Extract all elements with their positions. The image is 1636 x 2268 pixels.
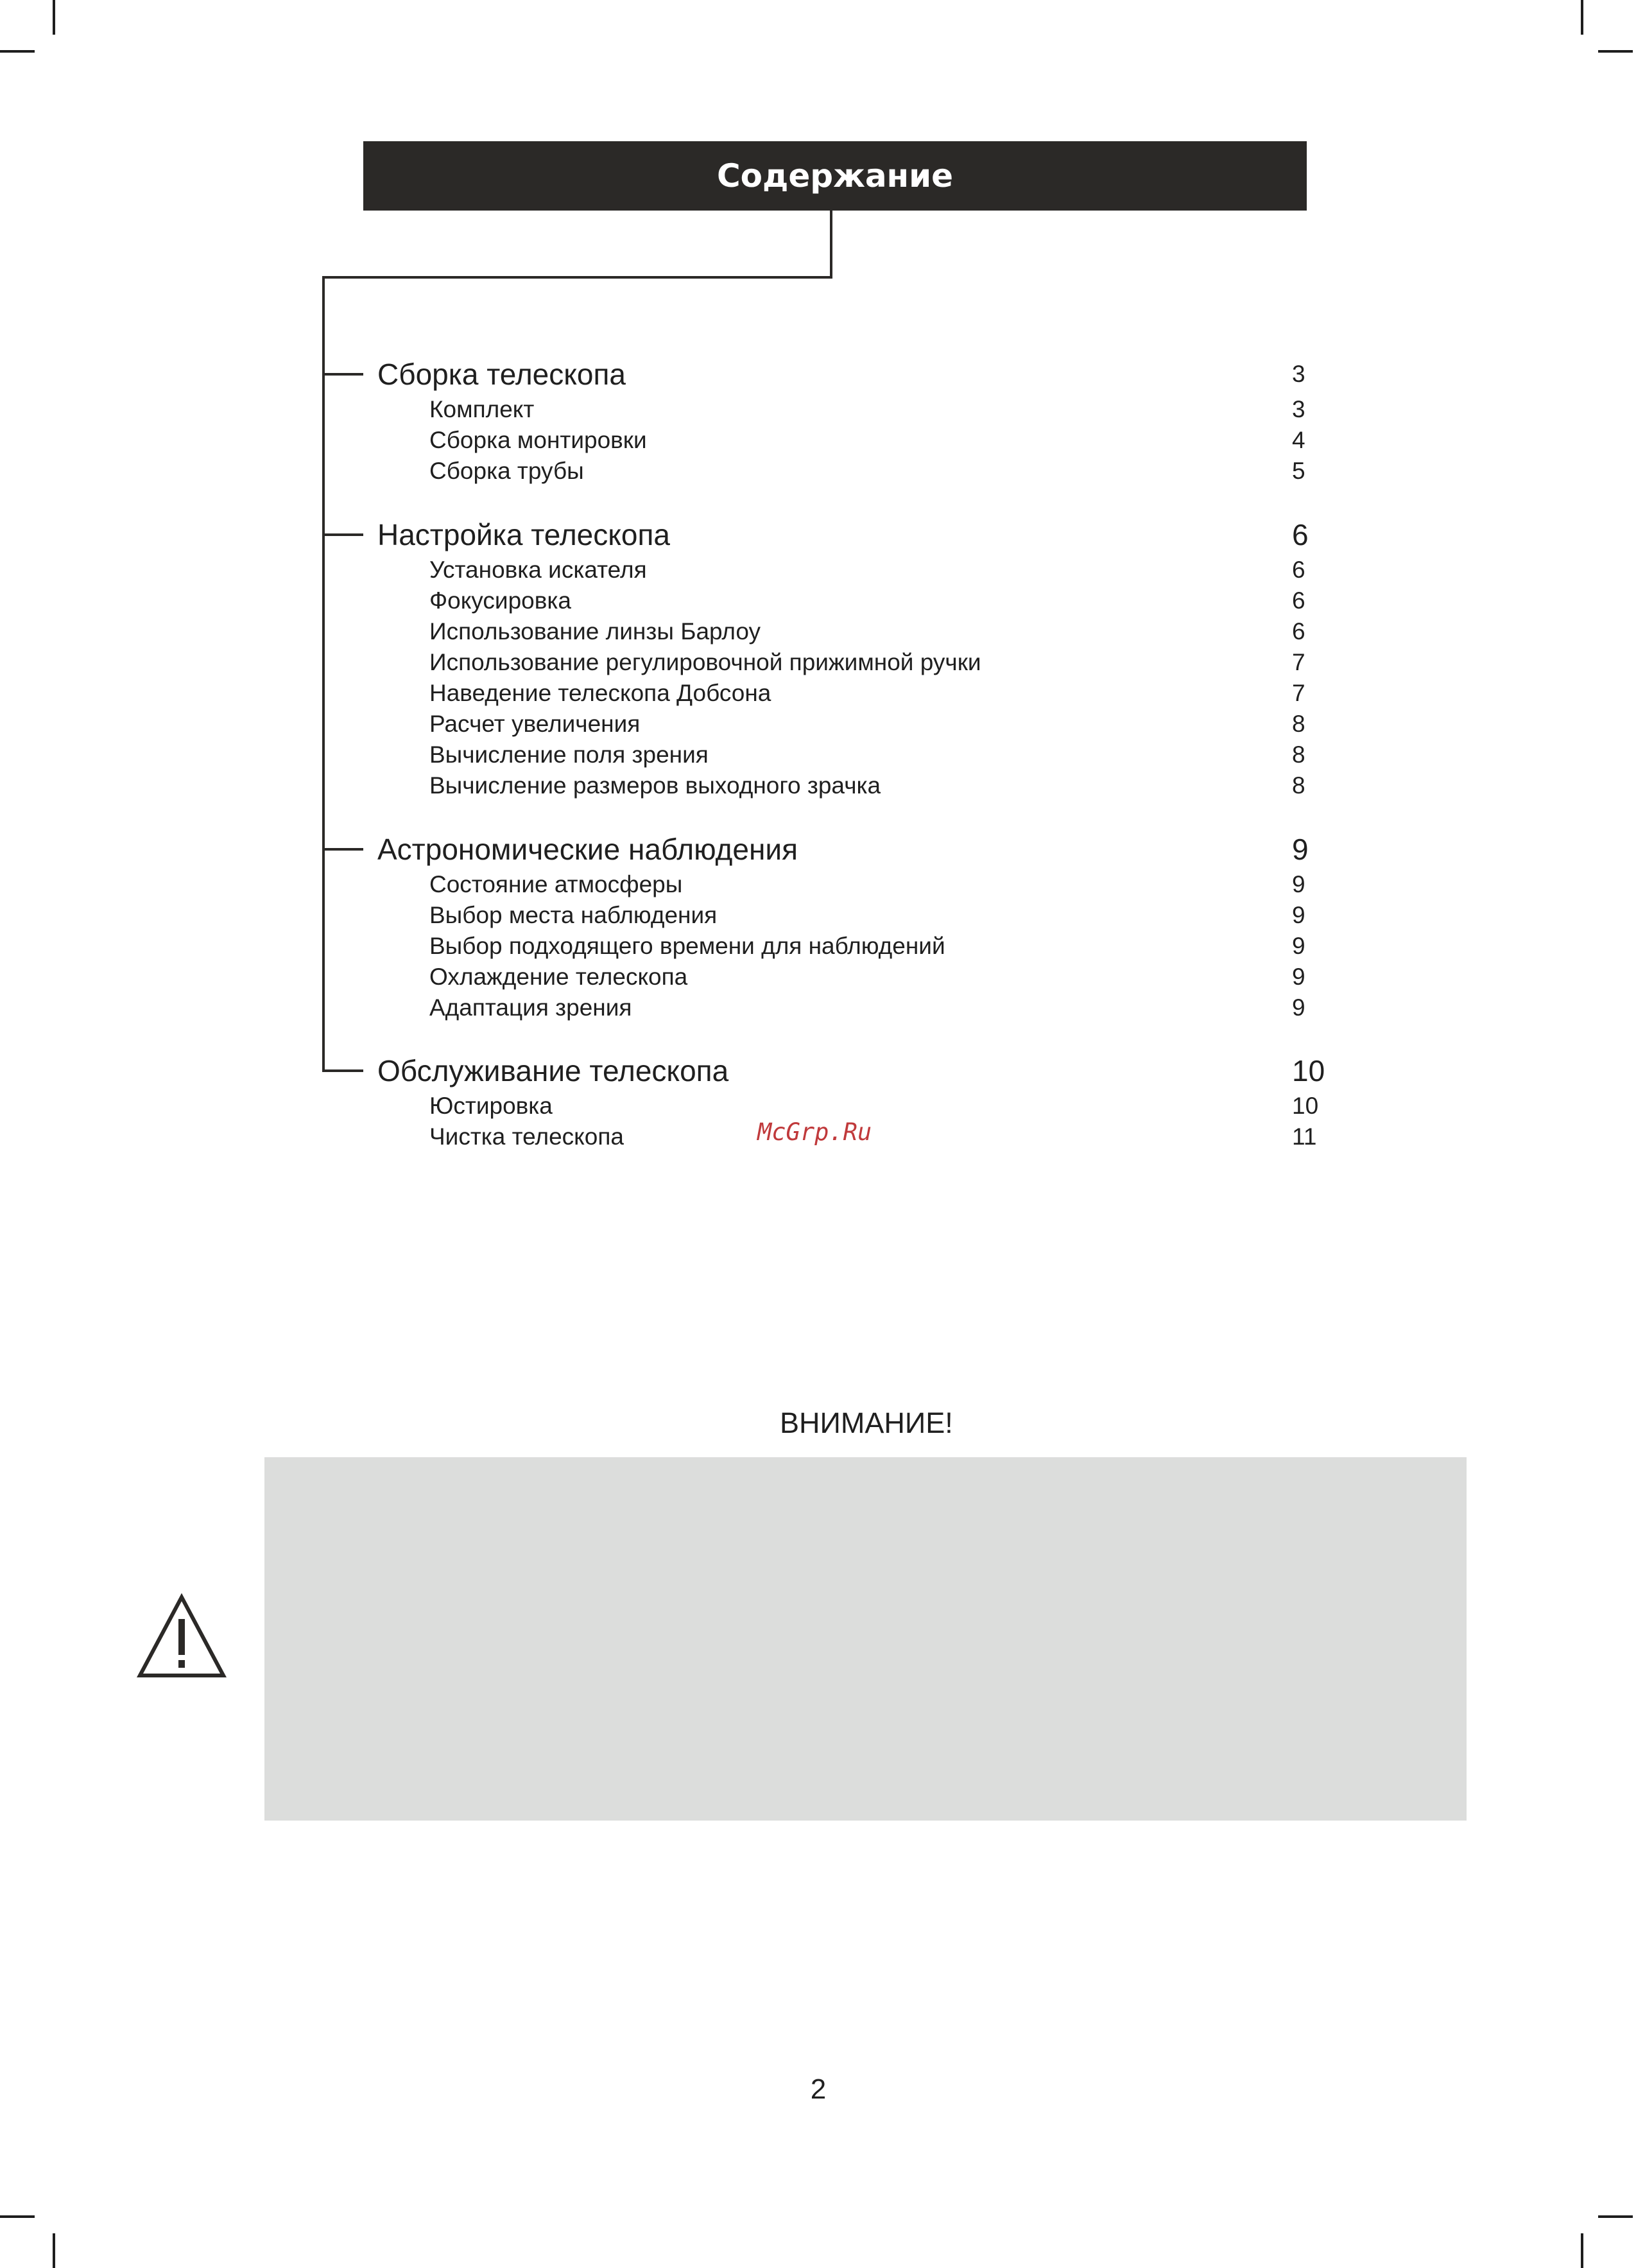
warning-box — [264, 1457, 1467, 1821]
attention-heading: ВНИМАНИЕ! — [780, 1407, 953, 1439]
toc-page-number: 6 — [1292, 618, 1305, 645]
toc-page-number: 6 — [1292, 557, 1305, 583]
toc-page-number: 9 — [1292, 871, 1305, 897]
tree-branch-line — [322, 373, 363, 376]
toc-item[interactable]: Расчет увеличения — [429, 711, 641, 737]
toc-item[interactable]: Установка искателя — [429, 557, 647, 583]
crop-mark — [1598, 2215, 1633, 2218]
watermark: McGrp.Ru — [757, 1118, 872, 1146]
toc-item[interactable]: Наведение телескопа Добсона — [429, 680, 771, 706]
toc-page-number: 6 — [1292, 587, 1305, 614]
toc-page-number: 8 — [1292, 711, 1305, 737]
toc-page-number: 8 — [1292, 741, 1305, 768]
toc-page-number: 3 — [1292, 396, 1305, 422]
toc-section-title[interactable]: Астрономические наблюдения — [377, 833, 798, 866]
toc-page-number: 7 — [1292, 680, 1305, 706]
toc-item[interactable]: Выбор места наблюдения — [429, 902, 718, 928]
toc-page-number: 9 — [1292, 902, 1305, 928]
toc-item[interactable]: Юстировка — [429, 1093, 553, 1119]
toc-page-number: 9 — [1292, 833, 1309, 866]
page-number: 2 — [810, 2073, 827, 2105]
page-title: Содержание — [363, 141, 1307, 211]
toc-page-number: 3 — [1292, 361, 1305, 387]
toc-page-number: 9 — [1292, 964, 1305, 990]
toc-item[interactable]: Выбор подходящего времени для наблюдений — [429, 933, 945, 959]
toc-page-number: 7 — [1292, 649, 1305, 675]
toc-item[interactable]: Сборка монтировки — [429, 427, 647, 453]
toc-item[interactable]: Использование линзы Барлоу — [429, 618, 761, 645]
tree-branch-line — [322, 533, 363, 536]
crop-mark — [1581, 0, 1583, 35]
toc-page-number: 10 — [1292, 1054, 1325, 1087]
toc-item[interactable]: Состояние атмосферы — [429, 871, 683, 897]
toc-section-title[interactable]: Обслуживание телескопа — [377, 1054, 729, 1087]
crop-mark — [1598, 50, 1633, 53]
toc-item[interactable]: Использование регулировочной прижимной ручки — [429, 649, 981, 675]
crop-mark — [53, 2233, 55, 2268]
toc-page-number: 9 — [1292, 933, 1305, 959]
toc-item[interactable]: Адаптация зрения — [429, 994, 632, 1021]
toc-page-number: 6 — [1292, 518, 1309, 551]
crop-mark — [0, 2215, 35, 2218]
toc-item[interactable]: Фокусировка — [429, 587, 571, 614]
toc-page-number: 4 — [1292, 427, 1305, 453]
toc-item[interactable]: Вычисление размеров выходного зрачка — [429, 772, 881, 799]
toc-item[interactable]: Комплект — [429, 396, 535, 422]
toc-page-number: 10 — [1292, 1093, 1319, 1119]
toc-page-number: 5 — [1292, 458, 1305, 484]
connector-line — [830, 211, 832, 277]
toc-section-title[interactable]: Настройка телескопа — [377, 518, 670, 551]
toc-item[interactable]: Чистка телескопа — [429, 1123, 624, 1150]
crop-mark — [53, 0, 55, 35]
tree-branch-line — [322, 1069, 363, 1072]
toc-item[interactable]: Охлаждение телескопа — [429, 964, 688, 990]
tree-branch-line — [322, 848, 363, 851]
toc-section-title[interactable]: Сборка телескопа — [377, 358, 626, 391]
toc-item[interactable]: Сборка трубы — [429, 458, 584, 484]
warning-triangle-icon — [137, 1593, 227, 1679]
toc-page-number: 9 — [1292, 994, 1305, 1021]
toc-page-number: 11 — [1292, 1123, 1317, 1150]
crop-mark — [0, 50, 35, 53]
toc-page-number: 8 — [1292, 772, 1305, 799]
toc-item[interactable]: Вычисление поля зрения — [429, 741, 709, 768]
tree-trunk-line — [322, 276, 325, 1072]
crop-mark — [1581, 2233, 1583, 2268]
connector-line — [322, 276, 832, 279]
